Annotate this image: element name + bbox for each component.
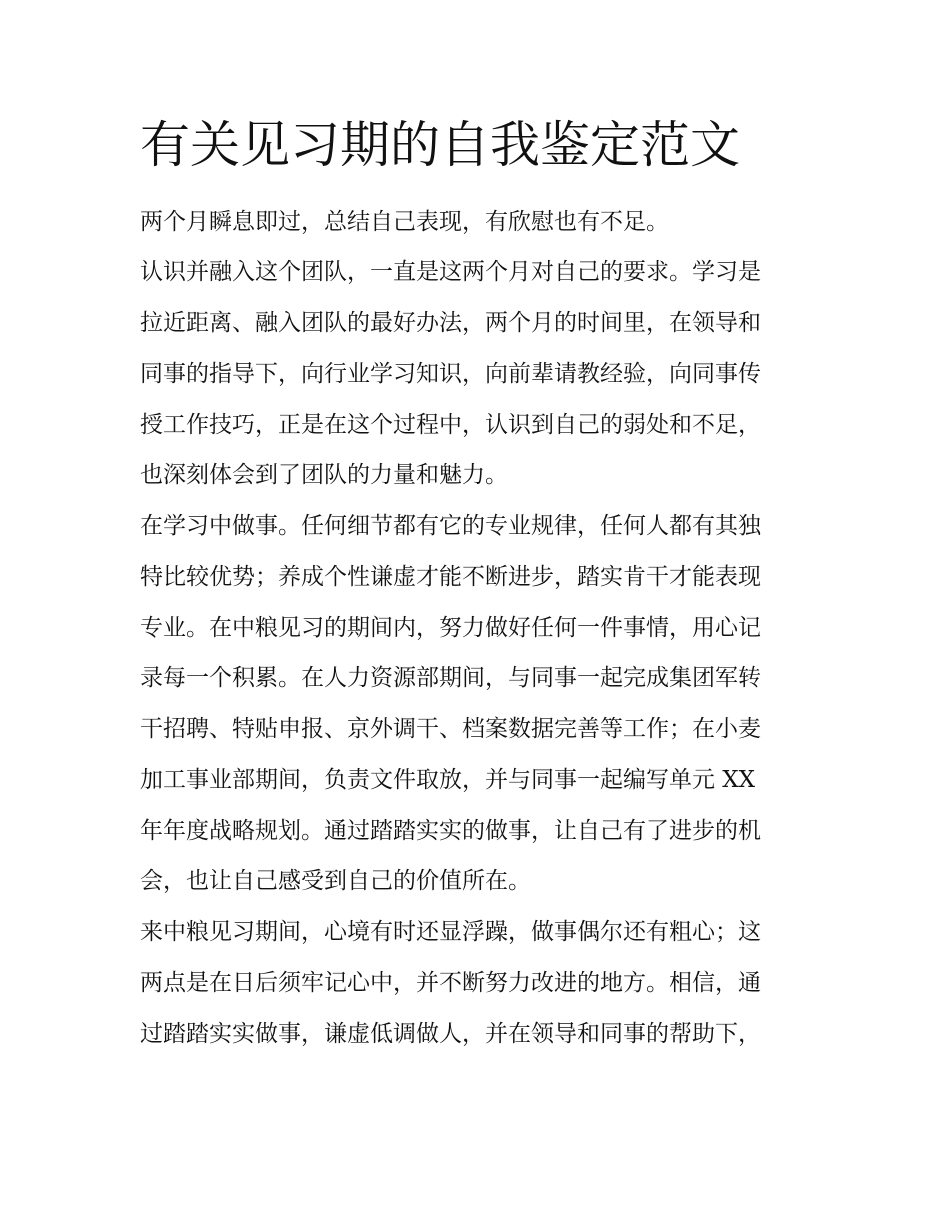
body-line: 认识并融入这个团队，一直是这两个月对自己的要求。学习是 [140,259,761,285]
body-line: 干招聘、特贴申报、京外调干、档案数据完善等工作；在小麦 [140,716,761,742]
document-title: 有关见习期的自我鉴定范文 [140,116,740,174]
body-line: 录每一个积累。在人力资源部期间，与同事一起完成集团军转 [140,665,761,691]
body-line: 年年度战略规划。通过踏踏实实的做事，让自己有了进步的机 [140,818,761,844]
body-line: 来中粮见习期间，心境有时还显浮躁，做事偶尔还有粗心；这 [140,919,761,945]
body-line: 在学习中做事。任何细节都有它的专业规律，任何人都有其独 [140,513,761,539]
body-line: 过踏踏实实做事，谦虚低调做人，并在领导和同事的帮助下， [140,1021,761,1047]
body-line: 特比较优势；养成个性谦虚才能不断进步，踏实肯干才能表现 [140,564,761,590]
body-line: 两点是在日后须牢记心中，并不断努力改进的地方。相信，通 [140,970,761,996]
body-line: 会，也让自己感受到自己的价值所在。 [140,868,531,894]
body-line: 拉近距离、融入团队的最好办法，两个月的时间里，在领导和 [140,310,761,336]
body-line: 同事的指导下，向行业学习知识，向前辈请教经验，向同事传 [140,361,761,387]
body-line: 加工事业部期间，负责文件取放，并与同事一起编写单元 XX [140,767,756,793]
body-line: 授工作技巧，正是在这个过程中，认识到自己的弱处和不足， [140,412,761,438]
body-line: 也深刻体会到了团队的力量和魅力。 [140,462,508,488]
body-line: 专业。在中粮见习的期间内，努力做好任何一件事情，用心记 [140,615,761,641]
body-line: 两个月瞬息即过，总结自己表现，有欣慰也有不足。 [140,209,669,235]
